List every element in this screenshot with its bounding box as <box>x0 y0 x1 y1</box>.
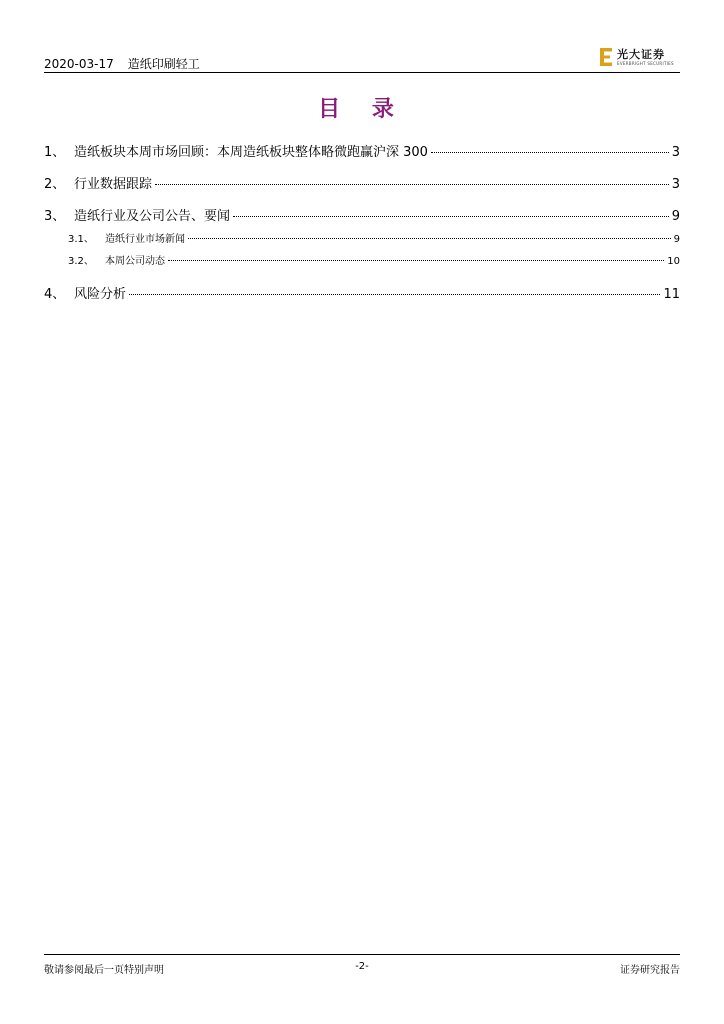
toc-entry-4[interactable] <box>44 283 680 302</box>
toc-entry-number: 4、 <box>44 287 66 302</box>
toc-entry-number: 3.2、 <box>68 256 94 267</box>
toc-entry-number: 3、 <box>44 209 66 224</box>
toc-entry-2[interactable] <box>44 173 680 192</box>
toc-entry-page: 3 <box>671 177 680 192</box>
logo-mark-icon <box>600 46 614 68</box>
page-header <box>44 44 680 73</box>
toc-entry-number: 2、 <box>44 177 66 192</box>
toc-entry-text: 行业数据跟踪 <box>74 177 153 192</box>
toc-entry-1[interactable] <box>44 141 680 160</box>
toc-entry-3-1[interactable] <box>68 230 680 245</box>
logo-text-cn: 光大证券 <box>617 48 665 61</box>
toc-entry-3-2[interactable] <box>68 252 680 267</box>
toc-entry-text: 造纸行业及公司公告、要闻 <box>74 209 231 224</box>
report-date: 2020-03-17 <box>44 57 114 71</box>
toc-entry-page: 9 <box>673 234 680 245</box>
toc-leader-dots <box>233 216 669 217</box>
disclaimer-note: 敬请参阅最后一页特别声明 <box>44 965 164 976</box>
toc-leader-dots <box>129 294 660 295</box>
company-logo <box>600 46 680 68</box>
report-sector: 造纸印刷轻工 <box>127 57 200 71</box>
toc-entry-page: 3 <box>671 145 680 160</box>
toc-entry-page: 10 <box>667 256 680 267</box>
page-number: -2- <box>355 961 369 972</box>
toc-entry-text: 造纸行业市场新闻 <box>105 234 185 245</box>
toc-leader-dots <box>155 184 669 185</box>
page-footer <box>44 954 680 979</box>
toc-entry-page: 11 <box>663 287 680 302</box>
toc-entry-number: 3.1、 <box>68 234 94 245</box>
toc-leader-dots <box>188 238 671 239</box>
header-info <box>44 55 200 72</box>
toc-entry-number: 1、 <box>44 145 66 160</box>
toc-entry-page: 9 <box>671 209 680 224</box>
toc-leader-dots <box>168 260 664 261</box>
logo-text-en: EVERBRIGHT SECURITIES <box>617 61 674 66</box>
toc-leader-dots <box>431 152 669 153</box>
toc-entry-3[interactable] <box>44 205 680 224</box>
toc-entry-text: 本周公司动态 <box>105 256 165 267</box>
report-type: 证券研究报告 <box>620 965 680 976</box>
toc-title: 目 录 <box>318 96 406 122</box>
toc-entry-text: 风险分析 <box>74 287 127 302</box>
toc-entry-text: 造纸板块本周市场回顾：本周造纸板块整体略微跑赢沪深 300 <box>74 145 428 160</box>
